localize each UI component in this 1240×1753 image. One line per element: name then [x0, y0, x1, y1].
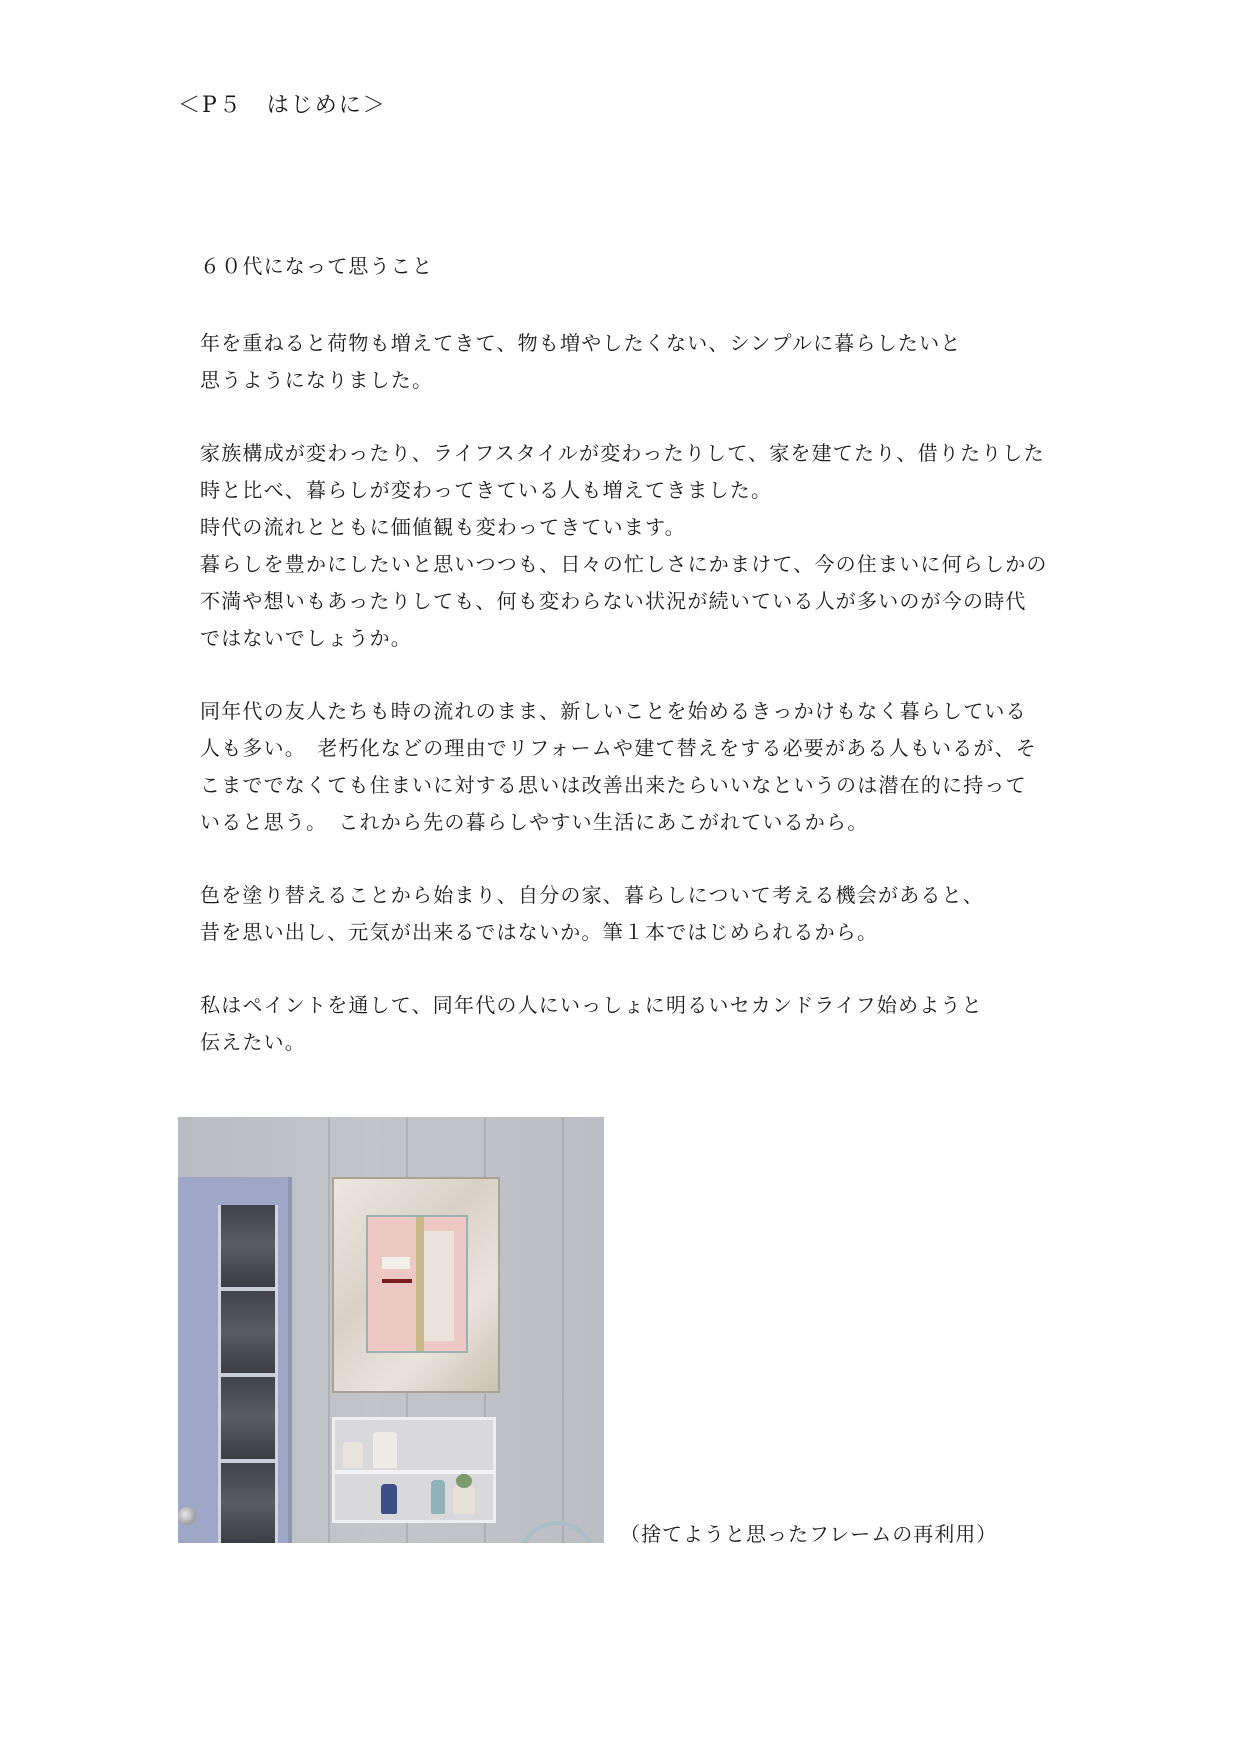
plant: [456, 1474, 472, 1488]
wall-niche-shelf: [332, 1417, 496, 1523]
art-red-mark: [382, 1279, 412, 1283]
page-label: ＜P５ はじめに＞: [178, 93, 387, 118]
paragraph-5: 私はペイントを通して、同年代の人にいっしょに明るいセカンドライフ始めようと 伝えたい。: [200, 993, 983, 1054]
chair-back: [518, 1521, 596, 1543]
glass-bottle: [431, 1480, 445, 1514]
photo-caption: （捨てようと思ったフレームの再利用）: [620, 1522, 998, 1546]
wall-plank: [328, 1117, 330, 1543]
shelf-board: [335, 1470, 493, 1474]
jar: [343, 1442, 363, 1468]
paragraph-1: 年を重ねると荷物も増えてきて、物も増やしたくない、シンプルに暮らしたいと 思うようになりました。: [200, 331, 962, 392]
section-heading: ６０代になって思うこと: [200, 254, 434, 278]
plant-pot: [453, 1486, 475, 1514]
door: [178, 1177, 292, 1543]
framed-artwork: [366, 1215, 468, 1353]
paragraph-3: 同年代の友人たちも時の流れのまま、新しいことを始めるきっかけもなく暮らしている 人も多い。 老朽化などの理由でリフォームや建て替えをする必要がある人もいるが、そ こまででなくても住まいに対する思いは改善出来たらいいなというのは潜在的に持って いると思う。 これから先の暮らしやすい生活にあこがれているから。: [200, 699, 1037, 834]
paragraph-4: 色を塗り替えることから始まり、自分の家、暮らしについて考える機会があると、 昔を思い出し、元気が出来るではないか。筆１本ではじめられるから。: [200, 883, 984, 944]
body-text: [200, 248, 1080, 1097]
door-knob: [178, 1507, 196, 1525]
art-white-mark: [382, 1257, 410, 1269]
vase: [373, 1432, 397, 1468]
door-glass-panel: [218, 1205, 278, 1543]
blue-bottle: [381, 1484, 397, 1514]
interior-photo: [178, 1117, 604, 1543]
paragraph-2: 家族構成が変わったり、ライフスタイルが変わったりして、家を建てたり、借りたりした 時と比べ、暮らしが変わってきている人も増えてきました。 時代の流れとともに価値観も変わってきています。 暮らしを豊かにしたいと思いつつも、日々の忙しさにかまけて、今の住まいに何らしかの 不満や想いもあったりしても、何も変わらない状況が続いている人が多いのが今の時代 ではないでしょうか。: [200, 441, 1048, 650]
art-stripe: [416, 1217, 424, 1351]
art-block: [420, 1231, 454, 1341]
wall-plank: [562, 1117, 564, 1543]
repurposed-frame: [332, 1177, 500, 1393]
